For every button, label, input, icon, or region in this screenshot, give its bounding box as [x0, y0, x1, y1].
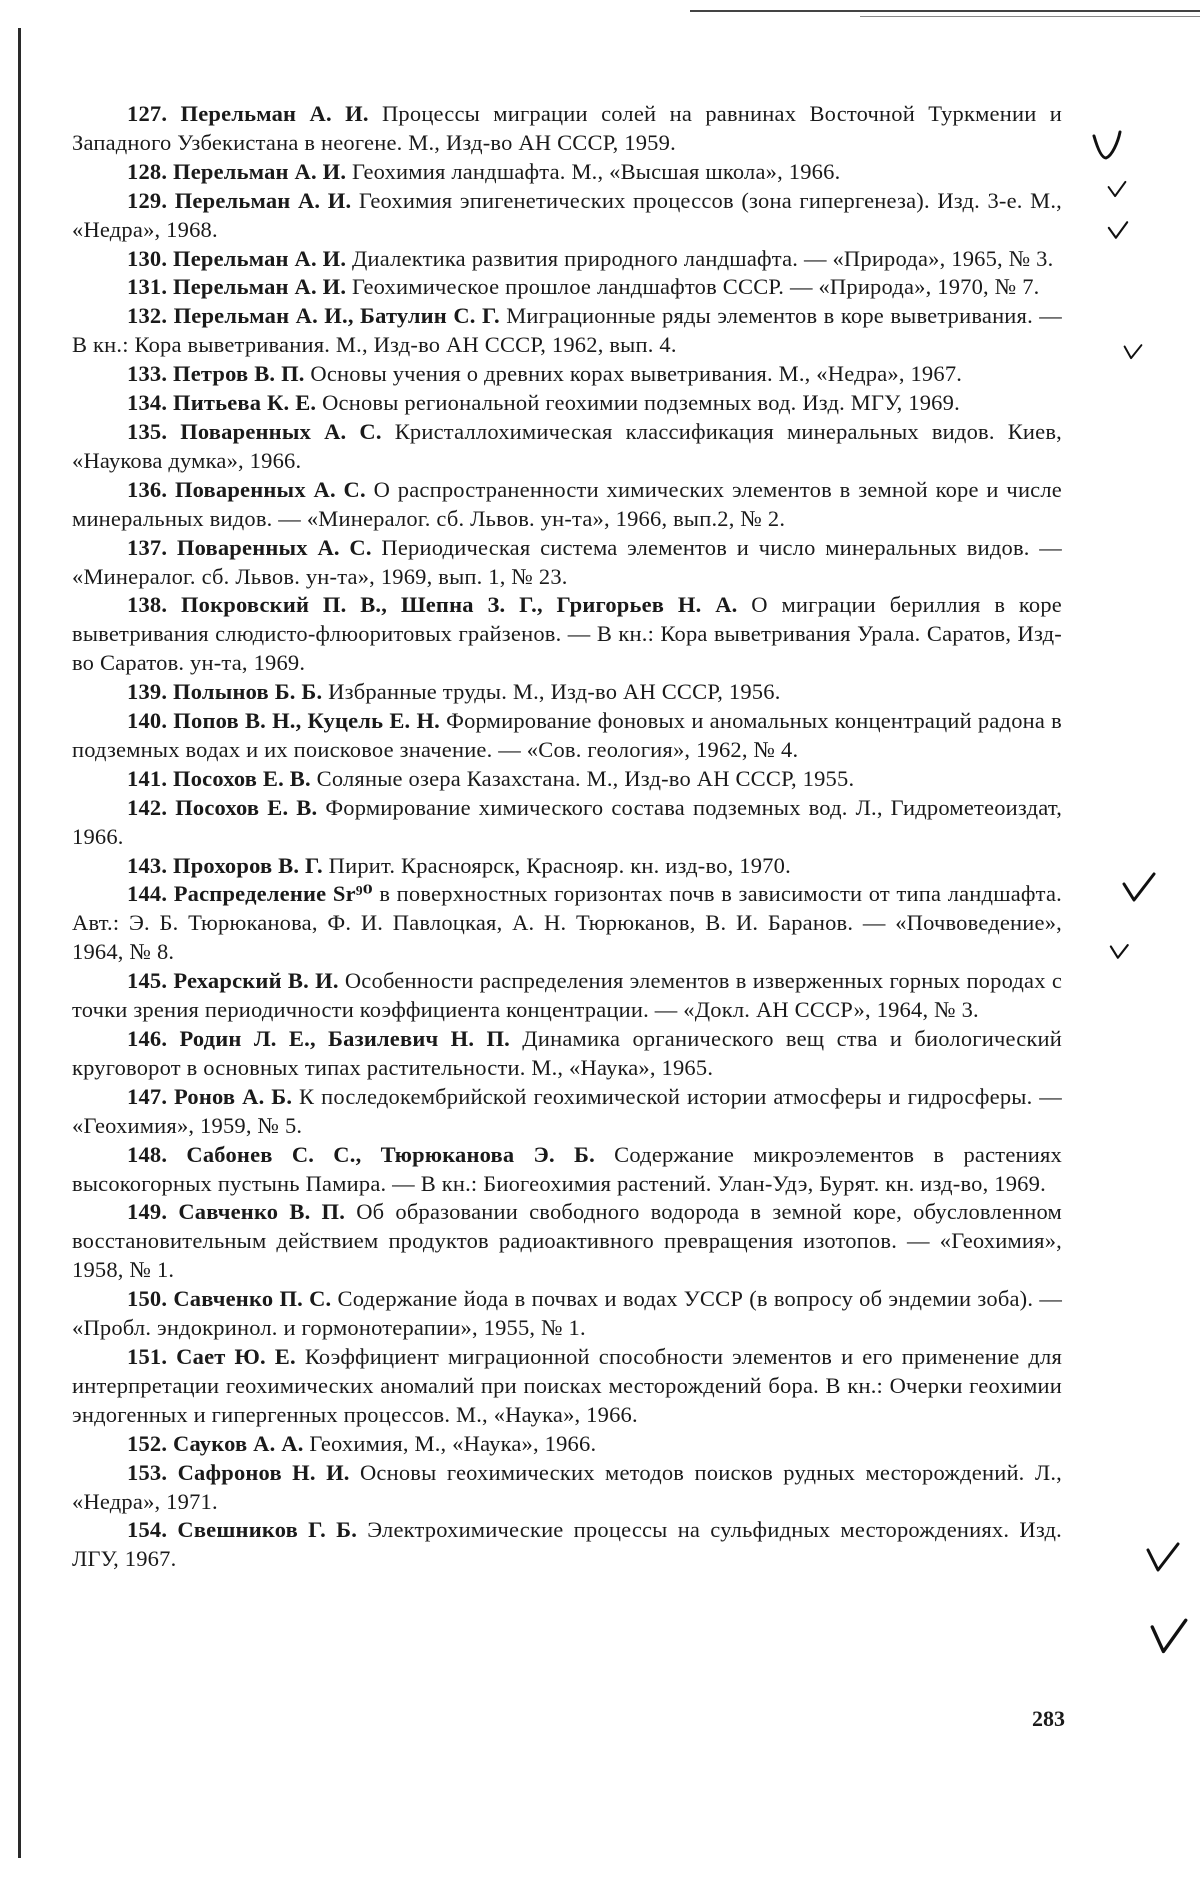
check-mark-icon	[1120, 340, 1146, 362]
reference-entry	[72, 765, 1062, 794]
reference-entry	[72, 1459, 1062, 1517]
reference-number: 144.	[127, 881, 168, 907]
reference-authors: Питьева К. Е.	[173, 390, 317, 416]
reference-authors: Полынов Б. Б.	[173, 679, 323, 705]
reference-text: Избранные труды. М., Изд-во АН СССР, 1956.	[328, 679, 781, 705]
reference-authors: Перельман А. И.	[173, 245, 347, 271]
check-mark-icon	[1122, 870, 1156, 904]
reference-entry	[72, 360, 1062, 389]
reference-authors: Поваренных А. С.	[180, 418, 382, 444]
reference-text: Миграционные ряды элементов в коре выветривания. — В кн.: Кора выветривания. М., Изд-во АН СССР, 1962, вып. 4.	[72, 303, 1062, 358]
reference-text: Геохимия ландшафта. М., «Высшая школа», 1966.	[352, 158, 841, 184]
reference-entry	[72, 1430, 1062, 1459]
reference-entry	[72, 707, 1062, 765]
check-mark-icon	[1106, 178, 1128, 200]
reference-list	[72, 100, 1062, 1574]
reference-authors: Перельман А. И.	[180, 101, 369, 126]
reference-authors: Посохов Е. В.	[173, 765, 311, 791]
reference-number: 130.	[127, 245, 168, 271]
check-mark-icon	[1090, 128, 1124, 162]
reference-entry	[72, 534, 1062, 592]
reference-entry	[72, 1141, 1062, 1199]
reference-number: 128.	[127, 158, 168, 184]
reference-text: Кристаллохимическая классификация минеральных видов. Киев, «Наукова думка», 1966.	[72, 418, 1062, 473]
reference-number: 139.	[127, 679, 168, 705]
reference-text: Диалектика развития природного ландшафта. — «Природа», 1965, № 3.	[352, 245, 1054, 271]
reference-authors: Покровский П. В., Шепна З. Г., Григорьев Н. А.	[180, 592, 738, 618]
reference-text: Геохимия эпигенетических процессов (зона гипергенеза). Изд. 3-е. М., «Недра», 1968.	[72, 187, 1063, 242]
reference-number: 127.	[127, 101, 168, 126]
reference-text: Содержание йода в почвах и водах УССР (в вопросу об эндемии зоба). — «Пробл. эндокринол. и гормонотерапии», 1955, № 1.	[72, 1286, 1063, 1341]
reference-authors: Свешников Г. Б.	[177, 1517, 358, 1543]
reference-entry	[72, 1516, 1062, 1574]
reference-entry	[72, 187, 1062, 245]
reference-entry	[72, 1198, 1062, 1285]
reference-text: Периодическая система элементов и число минеральных видов. — «Минералог. сб. Львов. ун-та», 1969, вып. 1, № 23.	[72, 534, 1063, 589]
reference-number: 133.	[127, 361, 168, 387]
reference-text: Основы геохимических методов поисков рудных месторождений. Л., «Недра», 1971.	[72, 1459, 1062, 1514]
reference-number: 149.	[127, 1199, 168, 1225]
reference-authors: Поваренных А. С.	[174, 476, 366, 502]
reference-text: Геохимия, М., «Наука», 1966.	[309, 1430, 597, 1456]
reference-entry	[72, 476, 1062, 534]
check-mark-icon	[1150, 1618, 1188, 1656]
reference-text: Основы учения о древних корах выветривания. М., «Недра», 1967.	[310, 361, 963, 387]
reference-entry	[72, 302, 1062, 360]
reference-number: 129.	[127, 187, 168, 213]
reference-entry	[72, 880, 1062, 967]
reference-number: 141.	[127, 765, 168, 791]
reference-authors: Попов В. Н., Куцель Е. Н.	[173, 708, 440, 734]
reference-authors: Перельман А. И.	[173, 274, 347, 300]
reference-text: Коэффициент миграционной способности элементов и его применение для интерпретации геохимических аномалий при поисках месторождений бора. В кн.: Очерки геохимии эндогенных и гипергенных процессов. М., «Наука», 1966.	[72, 1343, 1063, 1427]
reference-number: 135.	[127, 418, 168, 444]
reference-entry	[72, 678, 1062, 707]
reference-number: 131.	[127, 274, 168, 300]
reference-entry	[72, 1025, 1062, 1083]
reference-text: Формирование фоновых и аномальных концентраций радона в подземных водах и их поисковое значение. — «Сов. геология», 1962, № 4.	[72, 708, 1062, 762]
reference-number: 153.	[127, 1459, 168, 1485]
reference-entry	[72, 967, 1062, 1025]
reference-authors: Перельман А. И., Батулин С. Г.	[173, 303, 500, 329]
reference-text: Динамика органического вещ ства и биологический круговорот в основных типах растительности. М., «Наука», 1965.	[72, 1026, 1063, 1080]
reference-authors: Прохоров В. Г.	[173, 852, 323, 878]
reference-entry	[72, 591, 1062, 678]
reference-entry	[72, 852, 1062, 881]
check-mark-icon	[1106, 218, 1130, 242]
reference-number: 138.	[127, 592, 168, 618]
page-edge-top-secondary	[860, 16, 1200, 17]
reference-text: Пирит. Красноярск, Краснояр. кн. изд-во, 1970.	[328, 852, 791, 878]
reference-number: 152.	[127, 1430, 168, 1456]
check-mark-icon	[1108, 938, 1132, 962]
reference-authors: Петров В. П.	[173, 361, 305, 387]
reference-text: О миграции бериллия в коре выветривания слюдисто-флюоритовых грайзенов. — В кн.: Кора выветривания Урала. Саратов, Изд-во Саратов. ун-та, 1969.	[72, 592, 1062, 676]
reference-number: 132.	[127, 303, 168, 329]
reference-number: 148.	[127, 1141, 168, 1167]
reference-number: 137.	[127, 534, 168, 560]
reference-entry	[72, 418, 1062, 476]
reference-number: 154.	[127, 1517, 168, 1543]
reference-number: 145.	[127, 968, 168, 994]
reference-authors: Сабонев С. С., Тюрюканова Э. Б.	[186, 1141, 595, 1167]
reference-entry	[72, 1083, 1062, 1141]
reference-text: Особенности распределения элементов в изверженных горных породах с точки зрения периодичности коэффициента концентрации. — «Докл. АН СССР», 1964, № 3.	[72, 968, 1063, 1023]
reference-authors: Поваренных А. С.	[176, 534, 372, 560]
reference-authors: Родин Л. Е., Базилевич Н. П.	[179, 1026, 511, 1051]
reference-entry	[72, 100, 1062, 158]
reference-entry	[72, 389, 1062, 418]
reference-text: Основы региональной геохимии подземных вод. Изд. МГУ, 1969.	[322, 390, 960, 416]
reference-text: Формирование химического состава подземных вод. Л., Гидрометеоиздат, 1966.	[72, 794, 1063, 849]
page-edge-top	[690, 10, 1200, 12]
reference-number: 140.	[127, 708, 168, 734]
reference-entry	[72, 245, 1062, 274]
reference-text: Электрохимические процессы на сульфидных месторождениях. Изд. ЛГУ, 1967.	[72, 1517, 1062, 1572]
reference-text: К последокембрийской геохимической истории атмосферы и гидросферы. — «Геохимия», 1959, № 5.	[72, 1083, 1062, 1138]
check-mark-icon	[1146, 1540, 1180, 1574]
reference-number: 143.	[127, 852, 168, 878]
reference-entry	[72, 1343, 1062, 1430]
reference-number: 151.	[127, 1343, 168, 1369]
reference-authors: Сает Ю. Е.	[176, 1343, 296, 1369]
reference-authors: Посохов Е. В.	[175, 794, 318, 820]
reference-number: 134.	[127, 390, 168, 416]
reference-authors: Савченко П. С.	[173, 1286, 332, 1312]
reference-entry	[72, 273, 1062, 302]
reference-entry	[72, 794, 1062, 852]
page-edge	[18, 28, 21, 1858]
reference-number: 147.	[127, 1083, 168, 1109]
reference-authors: Ронов А. Б.	[174, 1083, 293, 1109]
reference-number: 136.	[127, 476, 168, 502]
reference-text: Об образовании свободного водорода в земной коре, обусловленном восстановительным действием продуктов радиоактивного превращения изотопов. — «Геохимия», 1958, № 1.	[72, 1199, 1062, 1283]
reference-authors: Савченко В. П.	[178, 1199, 346, 1225]
reference-text: Содержание микроэлементов в растениях высокогорных пустынь Памира. — В кн.: Биогеохимия растений. Улан-Удэ, Бурят. кн. изд-во, 1969.	[72, 1141, 1062, 1196]
page-number: 283	[1032, 1706, 1065, 1731]
reference-entry	[72, 1285, 1062, 1343]
reference-authors: Перельман А. И.	[174, 187, 352, 213]
reference-authors: Перельман А. И.	[173, 158, 347, 184]
reference-authors: Распределение Sr⁹⁰	[173, 881, 373, 907]
reference-text: Геохимическое прошлое ландшафтов СССР. — «Природа», 1970, № 7.	[352, 274, 1040, 300]
reference-text: О распространенности химических элементов в земной коре и числе минеральных видов. — «Минералог. сб. Львов. ун-та», 1966, вып.2, № 2.	[72, 476, 1062, 531]
reference-authors: Сафронов Н. И.	[177, 1459, 350, 1485]
reference-authors: Сауков А. А.	[173, 1430, 304, 1456]
reference-authors: Рехарский В. И.	[173, 968, 339, 994]
reference-number: 142.	[127, 794, 168, 820]
reference-entry	[72, 158, 1062, 187]
reference-number: 150.	[127, 1286, 168, 1312]
reference-number: 146.	[127, 1026, 168, 1051]
reference-text: в поверхностных горизонтах почв в зависимости от типа ландшафта. Авт.: Э. Б. Тюрюканова, Ф. И. Павлоцкая, А. Н. Тюрюканов, В. И. Баранов. — «Почвоведение», 1964, № 8.	[72, 881, 1063, 965]
reference-text: Процессы миграции солей на равнинах Восточной Туркмении и Западного Узбекистана в неогене. М., Изд-во АН СССР, 1959.	[72, 101, 1063, 155]
reference-text: Соляные озера Казахстана. М., Изд-во АН СССР, 1955.	[316, 765, 855, 791]
